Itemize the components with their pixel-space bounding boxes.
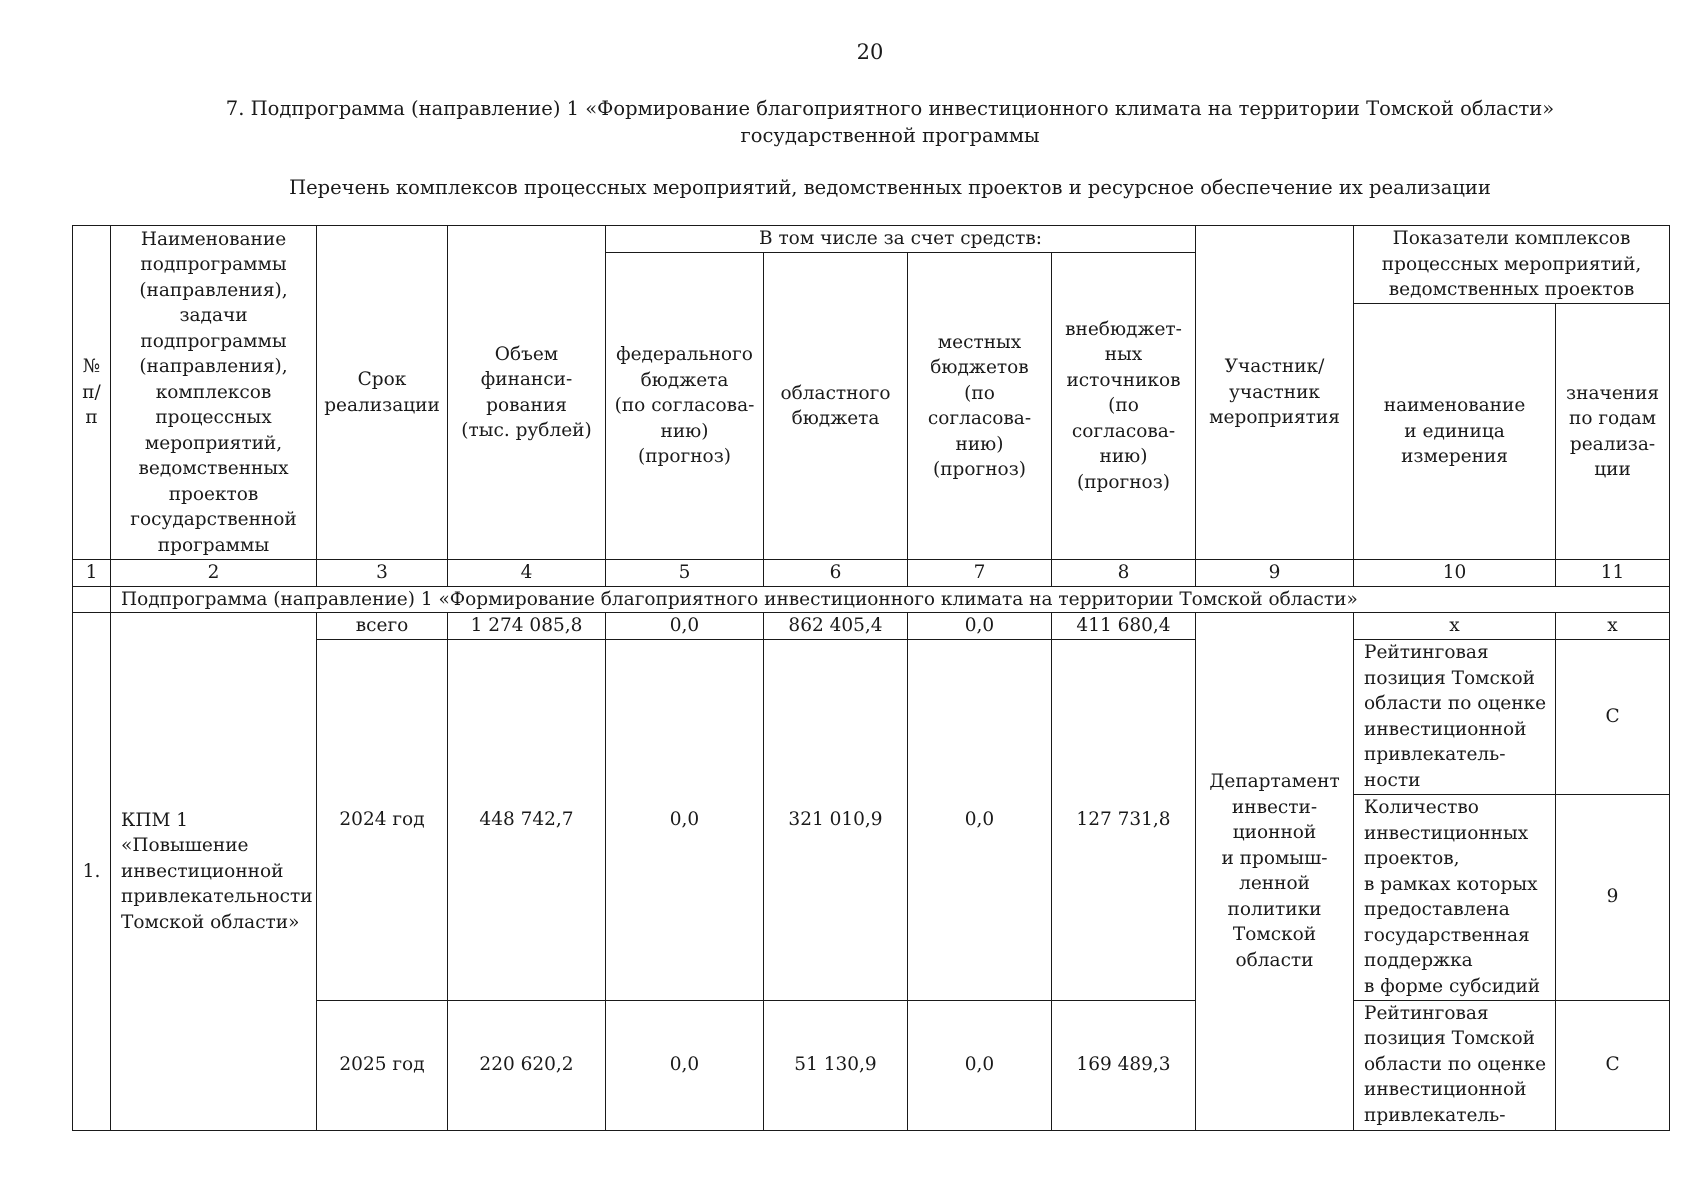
col-number: 3 [317, 560, 448, 587]
header-regional: областного бюджета [764, 253, 908, 560]
header-participant: Участник/ участник мероприятия [1196, 226, 1354, 560]
col-number: 7 [908, 560, 1052, 587]
col-number: 4 [448, 560, 606, 587]
y2025-indicator-name: Рейтинговая позиция Томской области по оценке инвестиционной привлекатель- [1354, 1000, 1556, 1130]
col-number: 2 [111, 560, 317, 587]
y2025-federal: 0,0 [606, 1000, 764, 1130]
y2024-indicator-2-value: 9 [1556, 794, 1670, 1000]
col-number: 1 [73, 560, 111, 587]
header-indicator-name: наименование и единица измерения [1354, 304, 1556, 560]
y2025-indicator-value: С [1556, 1000, 1670, 1130]
total-federal: 0,0 [606, 613, 764, 640]
subprogram-num-cell [73, 586, 111, 613]
header-indicators: Показатели комплексов процессных мероприятий, ведомственных проектов [1354, 226, 1670, 304]
table-caption: Перечень комплексов процессных мероприятий, ведомственных проектов и ресурсное обеспечение их реализации [289, 176, 1491, 199]
participant-department: Департамент инвести- ционной и промыш- ленной политики Томской области [1196, 613, 1354, 1131]
total-indicator-name: х [1354, 613, 1556, 640]
y2025-local: 0,0 [908, 1000, 1052, 1130]
header-indicator-values: значения по годам реализа- ции [1556, 304, 1670, 560]
page-number: 20 [856, 40, 884, 64]
y2024-local: 0,0 [908, 639, 1052, 1000]
y2024-extrabudget: 127 731,8 [1052, 639, 1196, 1000]
y2025-period: 2025 год [317, 1000, 448, 1130]
y2025-extrabudget: 169 489,3 [1052, 1000, 1196, 1130]
col-number: 10 [1354, 560, 1556, 587]
total-regional: 862 405,4 [764, 613, 908, 640]
heading-line-1: 7. Подпрограмма (направление) 1 «Формирование благоприятного инвестиционного климата на территории Томской области» [225, 97, 1555, 120]
header-extrabudget: внебюджет- ных источников (по согласова- нию) (прогноз) [1052, 253, 1196, 560]
y2025-volume: 220 620,2 [448, 1000, 606, 1130]
kpm-number: 1. [73, 613, 111, 1131]
col-number: 8 [1052, 560, 1196, 587]
total-local: 0,0 [908, 613, 1052, 640]
subprogram-title: Подпрограмма (направление) 1 «Формирование благоприятного инвестиционного климата на территории Томской области» [111, 586, 1670, 613]
y2024-volume: 448 742,7 [448, 639, 606, 1000]
y2024-federal: 0,0 [606, 639, 764, 1000]
header-federal: федерального бюджета (по согласова- нию) (прогноз) [606, 253, 764, 560]
header-name: Наименование подпрограммы (направления), задачи подпрограммы (направления), комплексов процессных мероприятий, ведомственных проектов государственной программы [111, 226, 317, 560]
total-indicator-value: х [1556, 613, 1670, 640]
y2024-period: 2024 год [317, 639, 448, 1000]
total-period: всего [317, 613, 448, 640]
total-volume: 1 274 085,8 [448, 613, 606, 640]
y2024-indicator-2-name: Количество инвестиционных проектов, в рамках которых предоставлена государственная поддержка в форме субсидий [1354, 794, 1556, 1000]
header-including: В том числе за счет средств: [606, 226, 1196, 253]
col-number: 5 [606, 560, 764, 587]
kpm-total-row [73, 613, 1670, 640]
col-number: 9 [1196, 560, 1354, 587]
kpm-name: КПМ 1 «Повышение инвестиционной привлекательности Томской области» [111, 613, 317, 1131]
y2024-indicator-1-name: Рейтинговая позиция Томской области по оценке инвестиционной привлекатель- ности [1354, 639, 1556, 794]
heading-line-2: государственной программы [740, 124, 1040, 147]
col-number: 6 [764, 560, 908, 587]
y2024-indicator-1-value: С [1556, 639, 1670, 794]
total-extrabudget: 411 680,4 [1052, 613, 1196, 640]
header-local: местных бюджетов (по согласова- нию) (прогноз) [908, 253, 1052, 560]
header-period: Срок реализации [317, 226, 448, 560]
subprogram-row [73, 586, 1670, 613]
header-volume: Объем финанси- рования (тыс. рублей) [448, 226, 606, 560]
y2025-regional: 51 130,9 [764, 1000, 908, 1130]
col-number: 11 [1556, 560, 1670, 587]
column-numbers-row [73, 560, 1670, 587]
financing-table [72, 225, 1670, 1131]
header-num: № п/п [73, 226, 111, 560]
y2024-regional: 321 010,9 [764, 639, 908, 1000]
section-heading [0, 95, 1698, 149]
header-row-1 [73, 226, 1670, 253]
